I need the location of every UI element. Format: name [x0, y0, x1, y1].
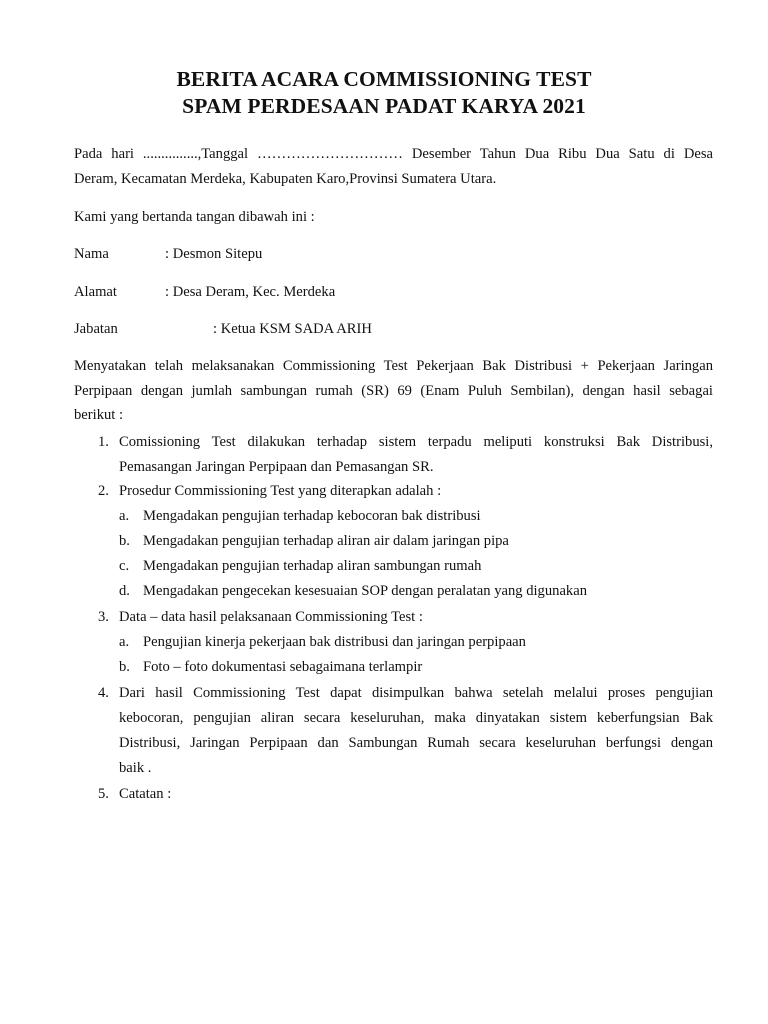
sub-letter: b. — [119, 659, 130, 675]
list-number: 1. — [98, 434, 109, 450]
document-title-line1: BERITA ACARA COMMISSIONING TEST — [176, 67, 592, 91]
field-value: : Desmon Sitepu — [165, 246, 263, 262]
sub-text: Mengadakan pengujian terhadap aliran air dalam jaringan pipa — [143, 533, 509, 549]
signer-intro: Kami yang bertanda tangan dibawah ini : — [74, 209, 315, 225]
intro-line-2: Deram, Kecamatan Merdeka, Kabupaten Karo,Provinsi Sumatera Utara. — [74, 171, 497, 187]
sub-text: Mengadakan pengecekan kesesuaian SOP dengan peralatan yang digunakan — [143, 583, 587, 599]
list-text-line: Data – data hasil pelaksanaan Commissioning Test : — [119, 609, 423, 625]
list-number: 4. — [98, 685, 109, 701]
sub-letter: a. — [119, 508, 130, 524]
list-text-line: Pemasangan Jaringan Perpipaan dan Pemasangan SR. — [119, 459, 434, 475]
list-text-line: Comissioning Test dilakukan terhadap sistem terpadu meliputi konstruksi Bak Distribusi, — [119, 434, 713, 450]
list-text-line: baik . — [119, 760, 152, 776]
document-body — [74, 0, 713, 1024]
sub-letter: d. — [119, 583, 130, 599]
list-text-line: kebocoran, pengujian aliran secara keseluruhan, maka dinyatakan sistem keberfungsian Bak — [119, 710, 713, 726]
statement-line-2: Perpipaan dengan jumlah sambungan rumah (SR) 69 (Enam Puluh Sembilan), dengan hasil sebagai — [74, 383, 713, 399]
list-text-line: Dari hasil Commissioning Test dapat disimpulkan bahwa setelah melalui proses pengujian — [119, 685, 713, 701]
list-number: 5. — [98, 786, 109, 802]
field-label: Alamat — [74, 284, 117, 300]
document-title-line2: SPAM PERDESAAN PADAT KARYA 2021 — [182, 94, 586, 118]
field-value: : Desa Deram, Kec. Merdeka — [165, 284, 336, 300]
sub-letter: c. — [119, 558, 130, 574]
field-label: Jabatan — [74, 321, 118, 337]
sub-text: Mengadakan pengujian terhadap aliran sambungan rumah — [143, 558, 482, 574]
list-text-line: Prosedur Commissioning Test yang diterapkan adalah : — [119, 483, 442, 499]
statement-line-1: Menyatakan telah melaksanakan Commissioning Test Pekerjaan Bak Distribusi + Pekerjaan Jaringan — [74, 358, 713, 374]
list-text-line: Distribusi, Jaringan Perpipaan dan Sambungan Rumah secara keseluruhan berfungsi dengan — [119, 735, 713, 751]
sub-letter: b. — [119, 533, 130, 549]
sub-text: Foto – foto dokumentasi sebagaimana terlampir — [143, 659, 423, 675]
sub-text: Pengujian kinerja pekerjaan bak distribusi dan jaringan perpipaan — [143, 634, 526, 650]
list-text-line: Catatan : — [119, 786, 172, 802]
sub-letter: a. — [119, 634, 130, 650]
statement-line-3: berikut : — [74, 407, 124, 423]
list-number: 2. — [98, 483, 109, 499]
intro-line-1: Pada hari ...............,Tanggal ………………………… Desember Tahun Dua Ribu Dua Satu di Desa — [74, 146, 713, 162]
field-label: Nama — [74, 246, 109, 262]
sub-text: Mengadakan pengujian terhadap kebocoran bak distribusi — [143, 508, 481, 524]
list-number: 3. — [98, 609, 109, 625]
field-value: : Ketua KSM SADA ARIH — [213, 321, 372, 337]
